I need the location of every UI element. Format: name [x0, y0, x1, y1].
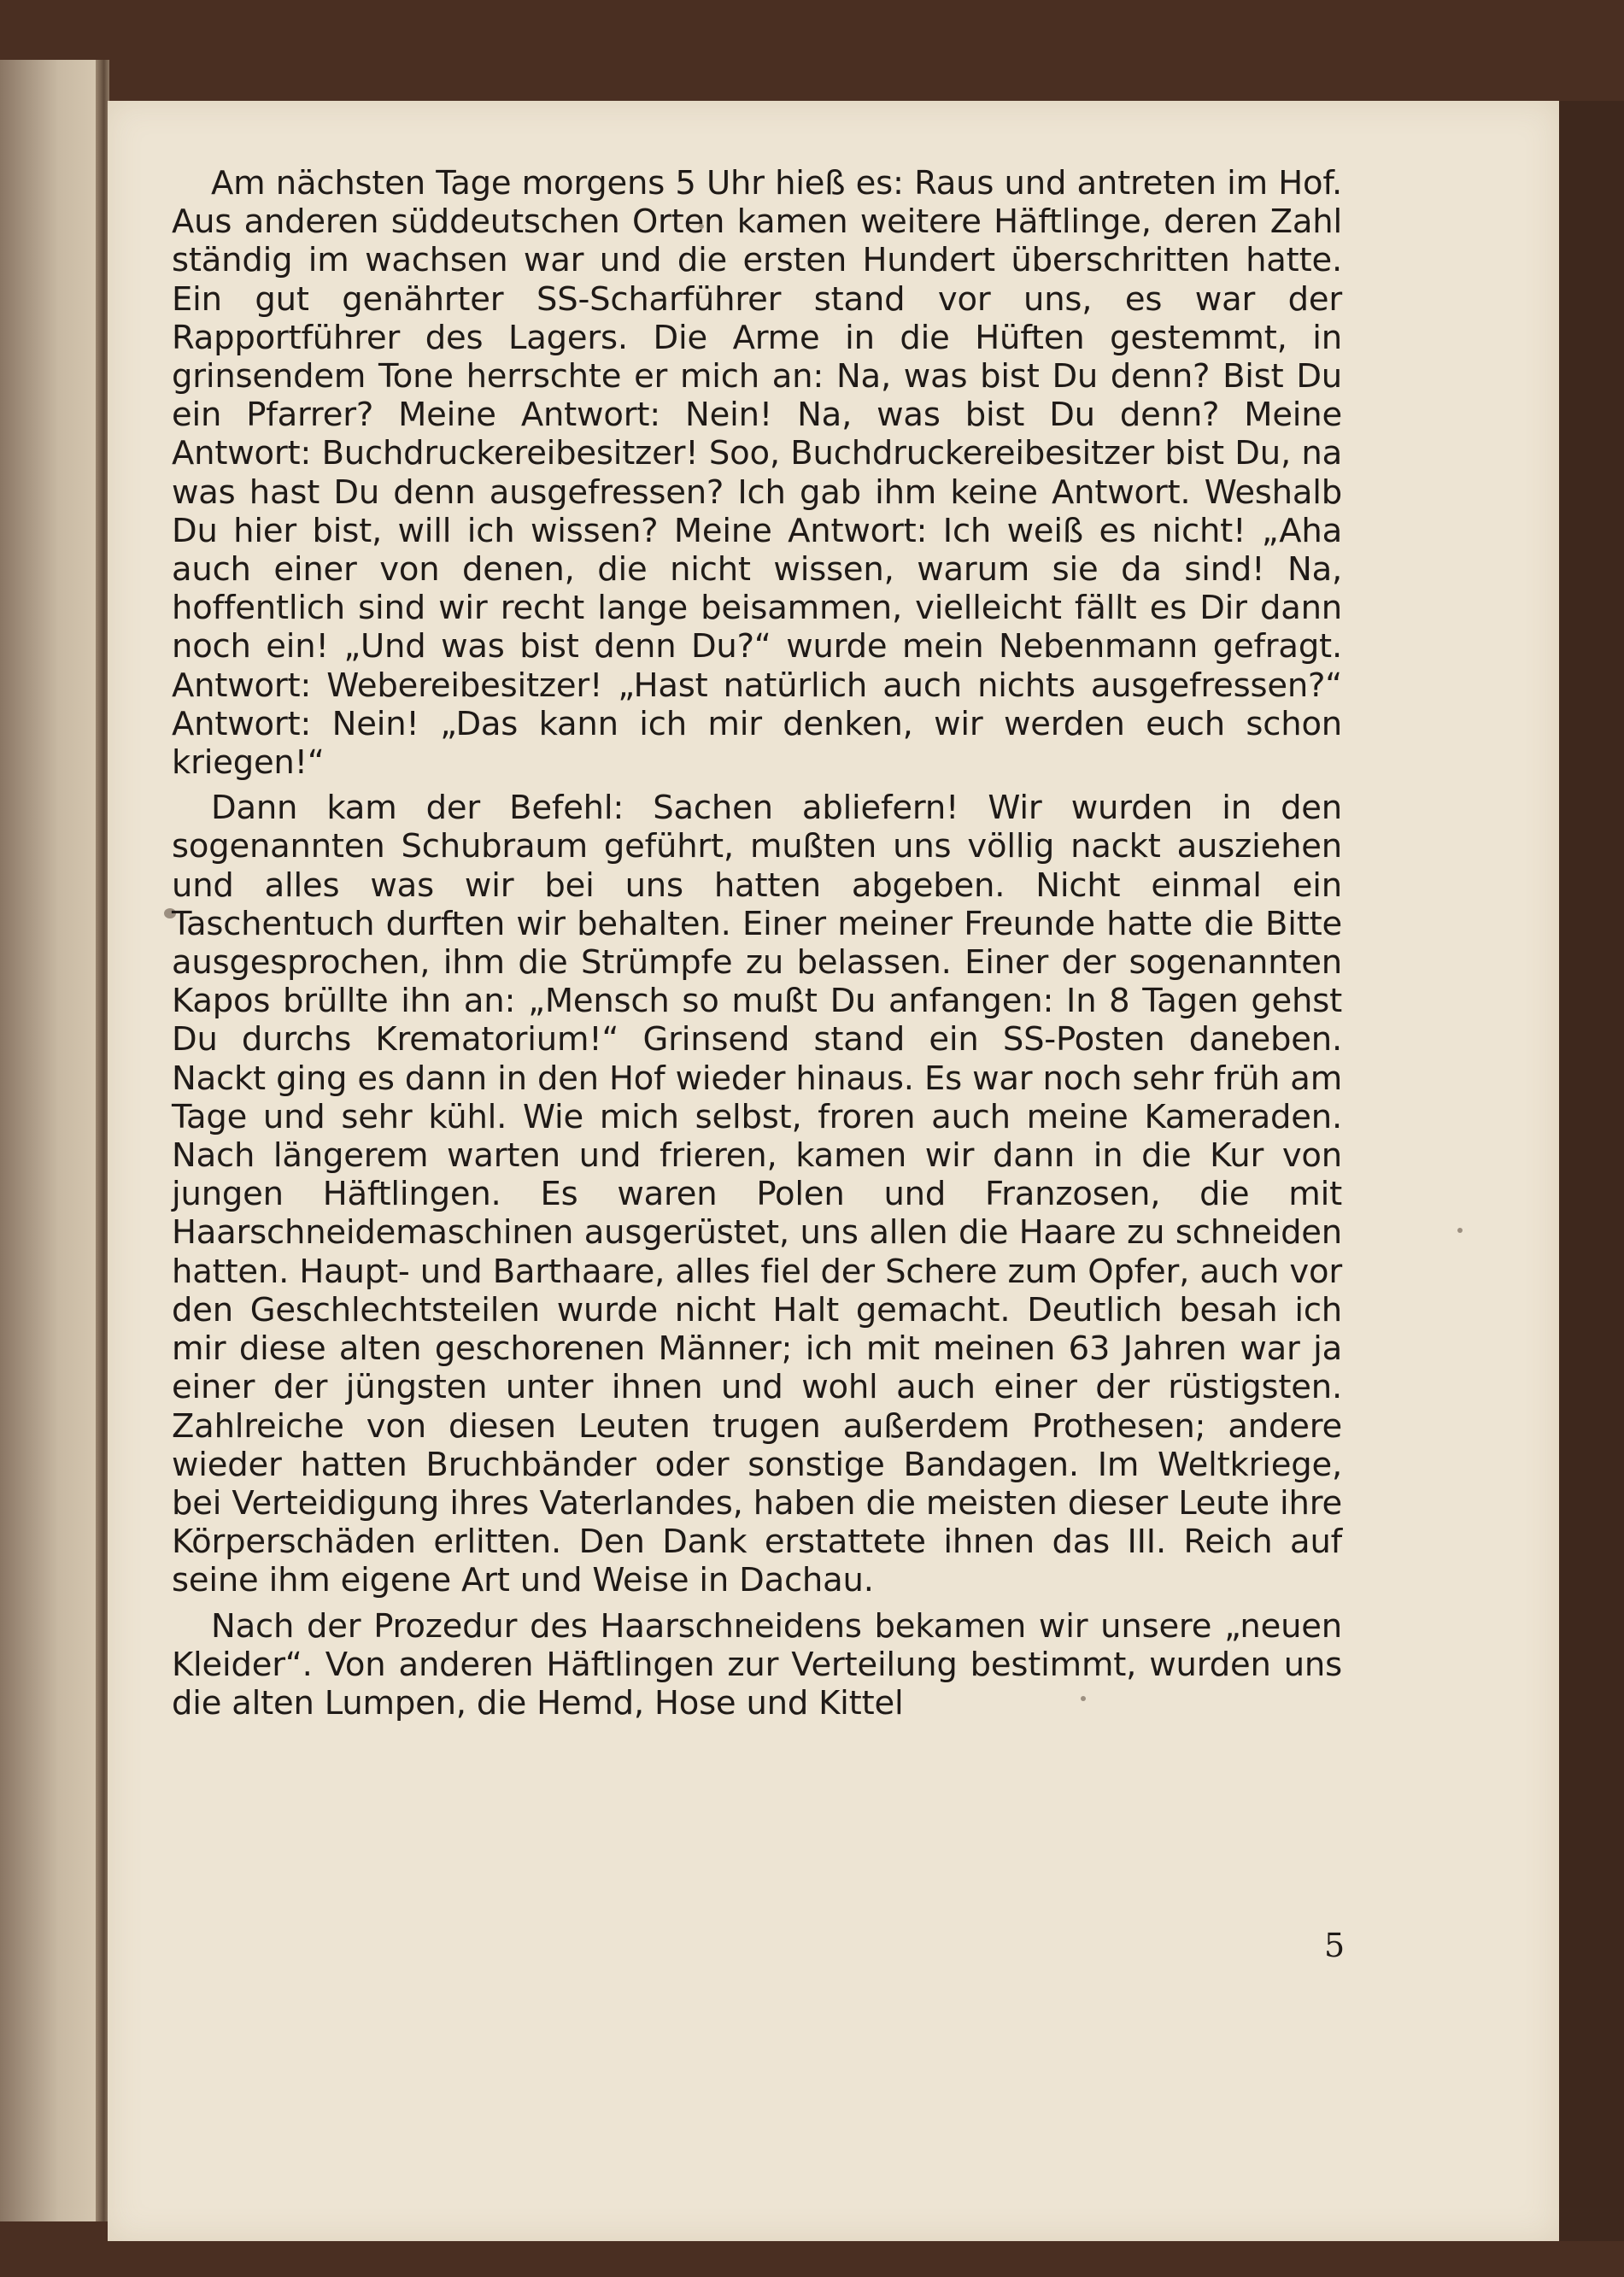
paragraph-2: Dann kam der Befehl: Sachen abliefern! Wir wurden in den sogenannten Schubraum geführt, mußten uns völlig nackt ausziehen und alles was wir bei uns hatten abgeben. Nicht einmal ein Taschentuch durften wir behalten. Einer meiner Freunde hatte die Bitte ausgesprochen, ihm die Strümpfe zu belassen. Einer der sogenannten Kapos brüllte ihn an: „Mensch so mußt Du anfangen: In 8 Tagen gehst Du durchs Krematorium!“ Grinsend stand ein SS-Posten daneben. Nackt ging es dann in den Hof wieder hinaus. Es war noch sehr früh am Tage und sehr kühl. Wie mich selbst, froren auch meine Kameraden. Nach längerem warten und frieren, kamen wir dann in die Kur von jungen Häftlingen. Es waren Polen und Franzosen, die mit Haarschneidemaschinen ausgerüstet, uns allen die Haare zu schneiden hatten. Haupt- und Barthaare, alles fiel der Schere zum Opfer, auch vor den Geschlechtsteilen wurde nicht Halt gemacht. Deutlich besah ich mir diese alten geschorenen Männer; ich mit meinen 63 Jahren war ja einer der jüngsten unter ihnen und wohl auch einer der rüstigsten. Zahlreiche von diesen Leuten trugen außerdem Prothesen; andere wieder hatten Bruchbänder oder sonstige Bandagen. Im Weltkriege, bei Verteidigung ihres Vaterlandes, haben die meisten dieser Leute ihre Körperschäden erlitten. Den Dank erstattete ihnen das III. Reich auf seine ihm eigene Art und Weise in Dachau. [172, 789, 1342, 1600]
page-number: 5 [1324, 1927, 1346, 1964]
paragraph-1: Am nächsten Tage morgens 5 Uhr hieß es: Raus und antreten im Hof. Aus anderen süddeutschen Orten kamen weitere Häftlinge, deren Zahl ständig im wachsen war und die ersten Hundert überschritten hatte. Ein gut genährter SS-Scharführer stand vor uns, es war der Rapportführer des Lagers. Die Arme in die Hüften gestemmt, in grinsendem Tone herrschte er mich an: Na, was bist Du denn? Bist Du ein Pfarrer? Meine Antwort: Nein! Na, was bist Du denn? Meine Antwort: Buchdruckereibesitzer! Soo, Buchdruckereibesitzer bist Du, na was hast Du denn ausgefressen? Ich gab ihm keine Antwort. Weshalb Du hier bist, will ich wissen? Meine Antwort: Ich weiß es nicht! „Aha auch einer von denen, die nicht wissen, warum sie da sind! Na, hoffentlich sind wir recht lange beisammen, vielleicht fällt es Dir dann noch ein! „Und was bist denn Du?“ wurde mein Nebenmann gefragt. Antwort: Webereibesitzer! „Hast natürlich auch nichts ausgefressen?“ Antwort: Nein! „Das kann ich mir denken, wir werden euch schon kriegen!“ [172, 164, 1342, 783]
body-text [172, 164, 1342, 1729]
background-edge [1559, 101, 1624, 2241]
facing-page-edge [0, 60, 107, 2221]
paragraph-3: Nach der Prozedur des Haarschneidens bekamen wir unsere „neuen Kleider“. Von anderen Häftlingen zur Verteilung bestimmt, wurden uns die alten Lumpen, die Hemd, Hose und Kittel [172, 1606, 1342, 1722]
